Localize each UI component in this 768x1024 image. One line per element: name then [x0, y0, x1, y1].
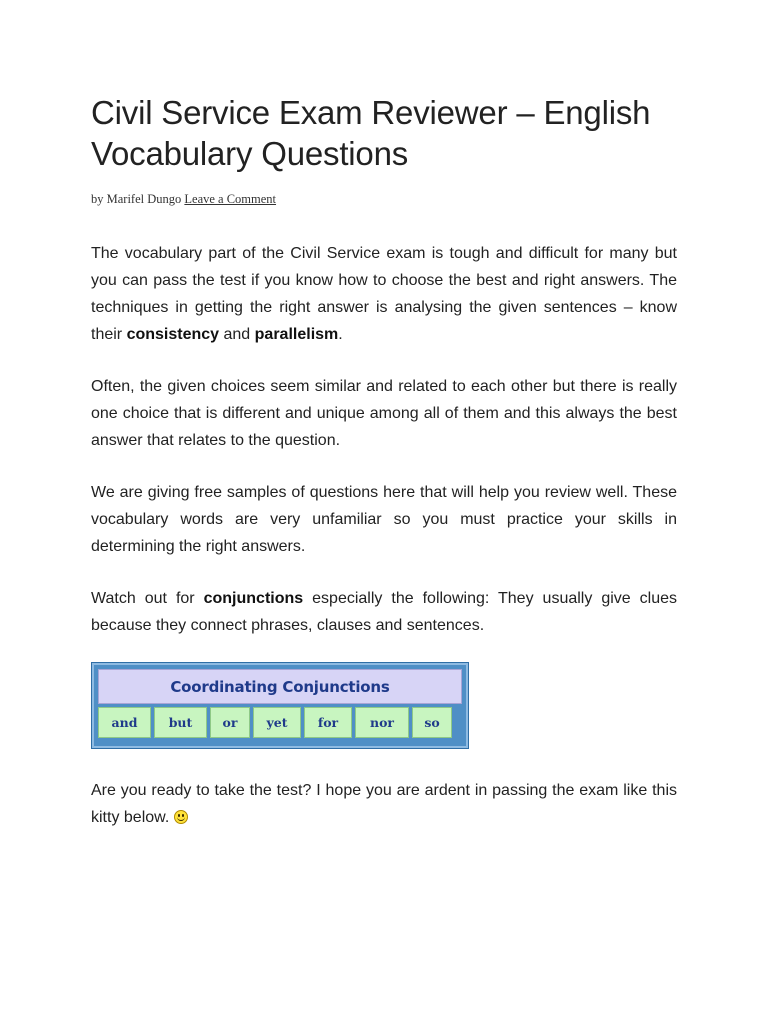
ready-paragraph [91, 777, 677, 831]
article [91, 92, 677, 831]
conjunction-cell-so: so [412, 707, 452, 738]
consistency-term: consistency [126, 326, 220, 343]
conjunction-cell-for: for [304, 707, 352, 738]
coordinating-conjunctions-table [91, 662, 469, 749]
byline-prefix: by [91, 192, 104, 206]
ready-text: Are you ready to take the test? I hope you are ardent in passing the exam like this kitty below. [91, 782, 677, 826]
intro-text-c: . [338, 326, 343, 343]
conj-text-a: Watch out for [91, 590, 204, 607]
samples-paragraph: We are giving free samples of questions here that will help you review well. These vocabulary words are very unfamiliar so you must practice your skills in determining the right answers. [91, 484, 677, 555]
author-name: Marifel Dungo [106, 192, 182, 206]
conjunctions-paragraph [91, 585, 677, 639]
intro-text-b: and [219, 326, 255, 343]
byline [91, 192, 677, 207]
table-header: Coordinating Conjunctions [98, 669, 462, 704]
parallelism-term: parallelism [254, 326, 339, 343]
conjunction-cell-nor: nor [355, 707, 409, 738]
choices-paragraph: Often, the given choices seem similar and related to each other but there is really one choice that is different and unique among all of them and this always the best answer that relates to the question. [91, 378, 677, 449]
article-title: Civil Service Exam Reviewer – English Vocabulary Questions [91, 94, 651, 172]
intro-text-a: The vocabulary part of the Civil Service exam is tough and difficult for many but you can pass the test if you know how to choose the best and right answers. The techniques in getting the right answer is analysing the given sentences – know their [91, 245, 677, 343]
smiley-icon [174, 810, 188, 824]
conjunctions-term: conjunctions [203, 590, 304, 607]
intro-paragraph [91, 240, 677, 348]
conjunction-row [98, 707, 462, 738]
conjunction-cell-yet: yet [253, 707, 301, 738]
conjunction-cell-or: or [210, 707, 250, 738]
conjunction-cell-and: and [98, 707, 151, 738]
leave-comment-link[interactable]: Leave a Comment [184, 192, 277, 206]
conj-text-b: especially the following: They usually give clues because they connect phrases, clauses and sentences. [91, 590, 678, 634]
conjunction-cell-but: but [154, 707, 207, 738]
